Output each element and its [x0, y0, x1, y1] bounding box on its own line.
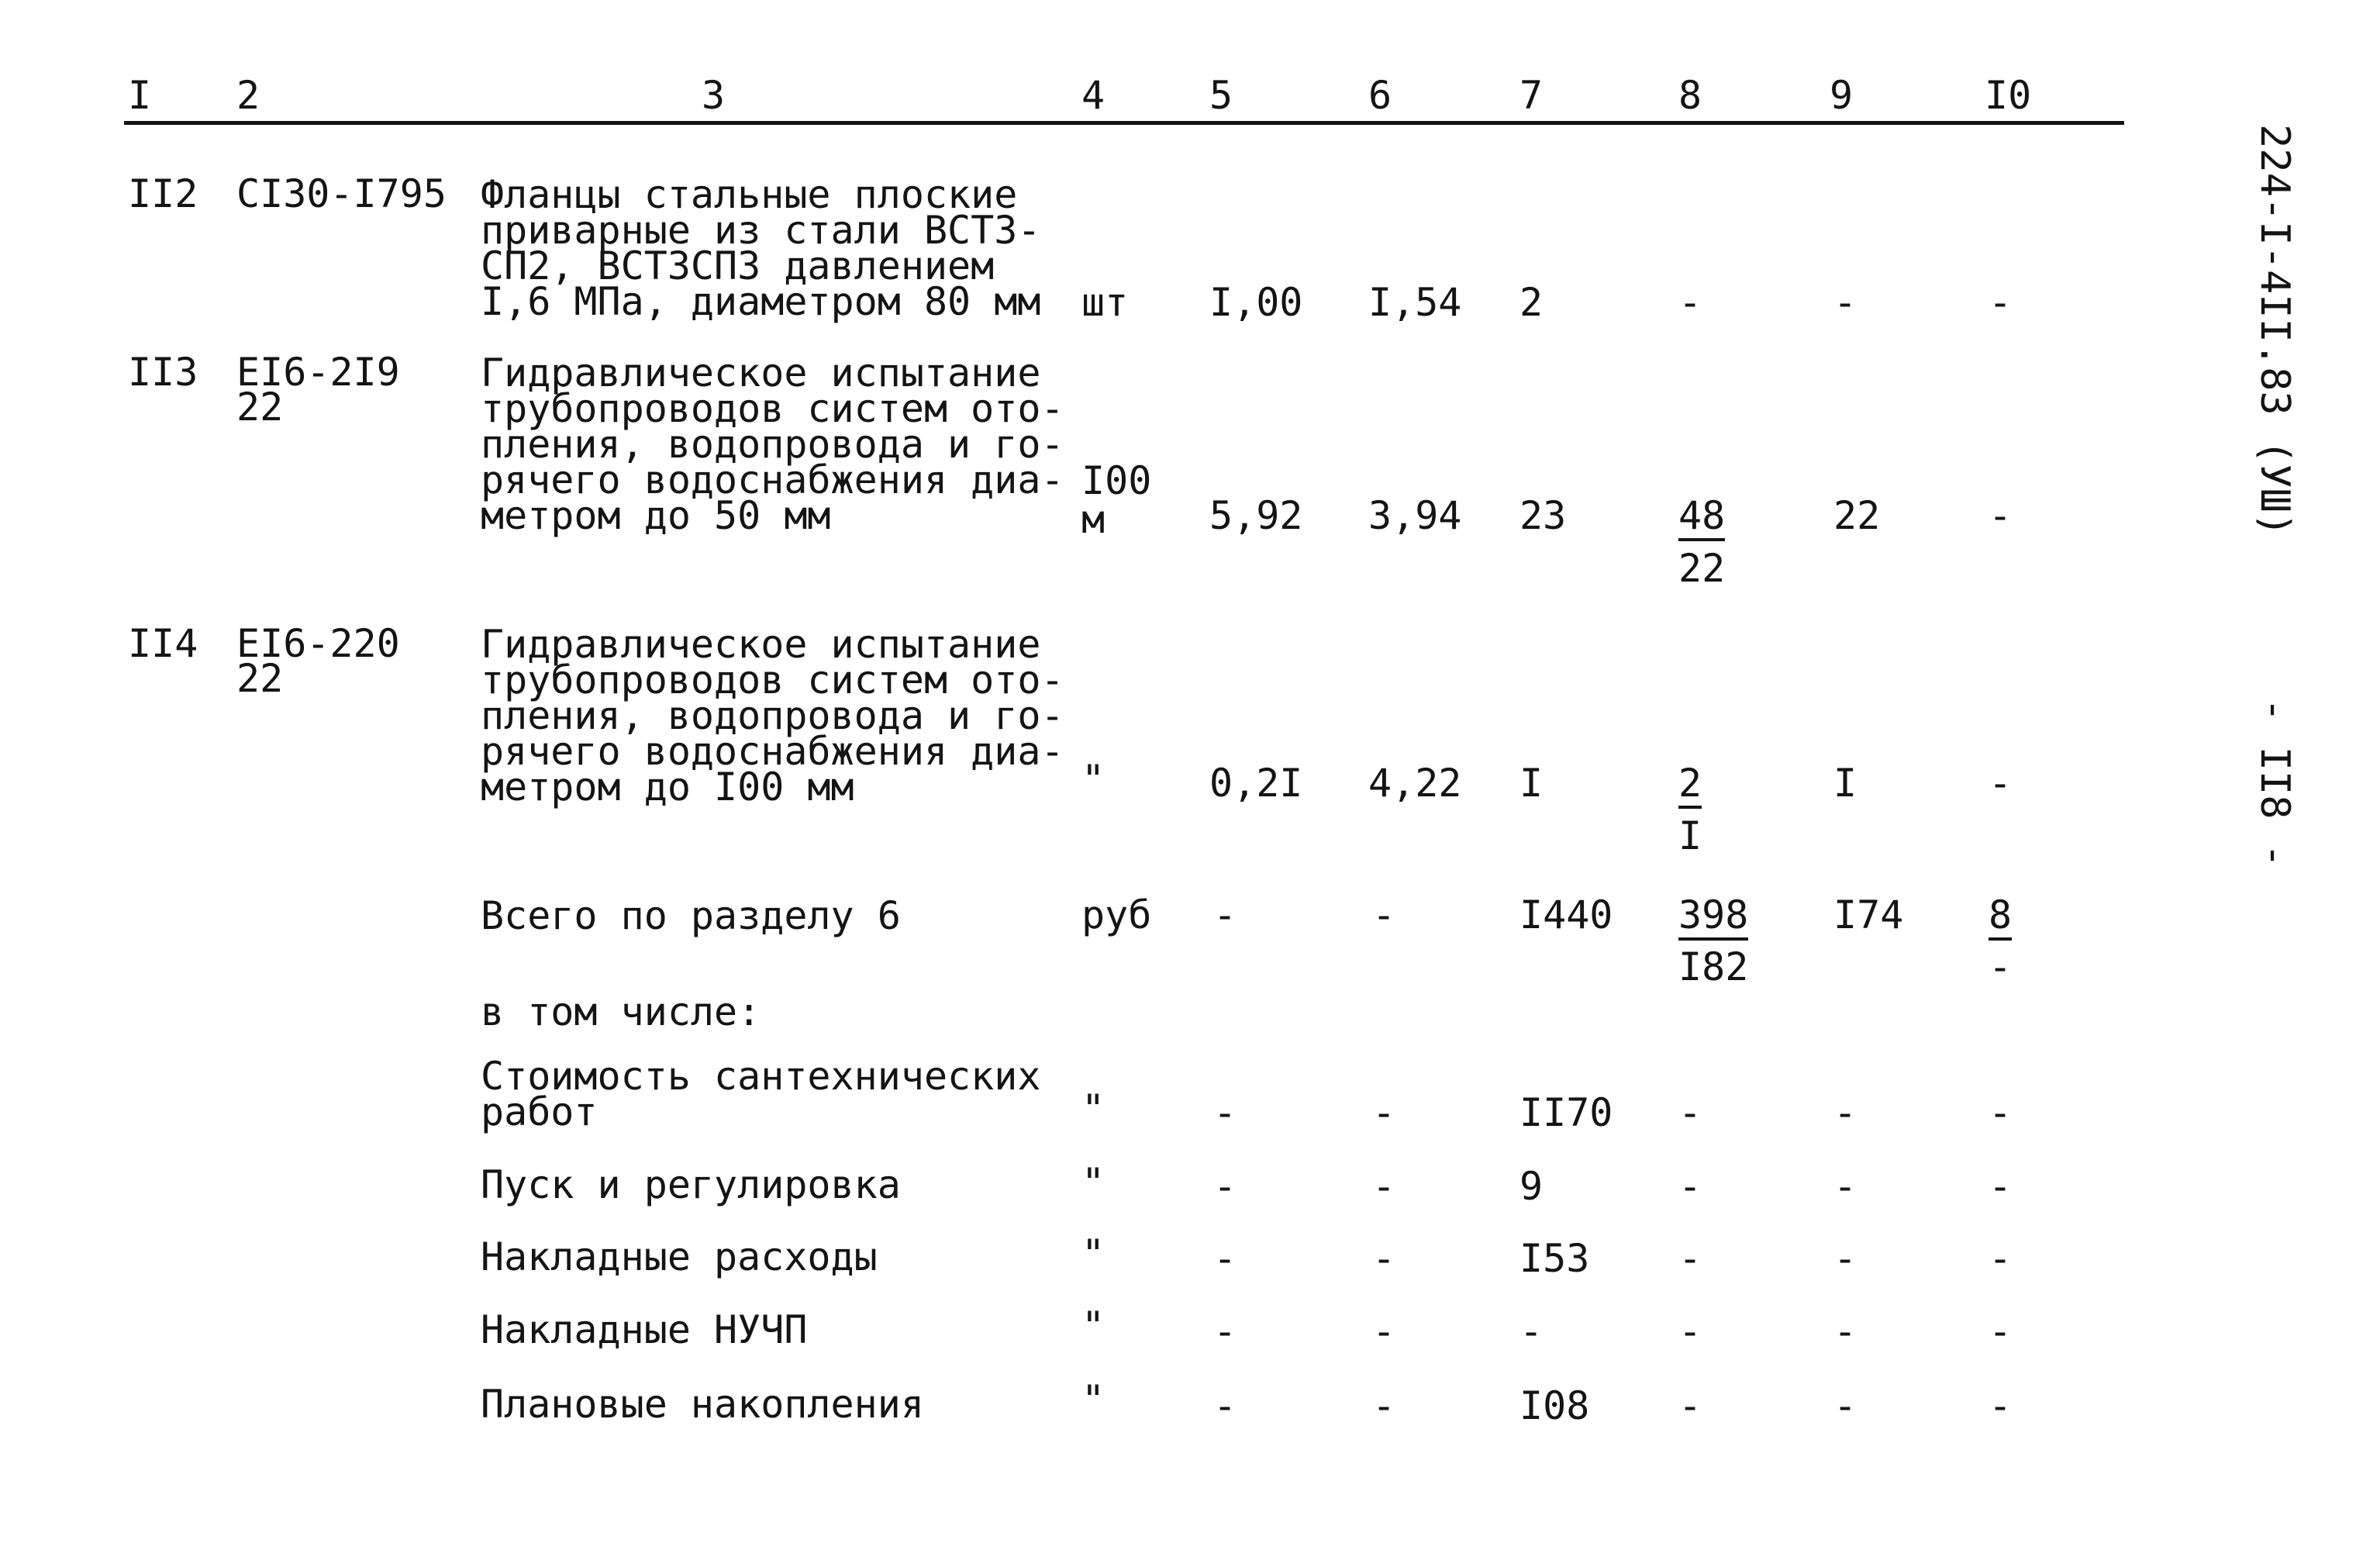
col5-cell: - [1213, 1090, 1237, 1135]
unit-cell: шт [1081, 280, 1129, 325]
col5-cell: - [1213, 1383, 1237, 1428]
col9-cell: - [1833, 1383, 1857, 1428]
col5-cell: - [1213, 1236, 1237, 1281]
col8-denominator: I [1678, 813, 1702, 858]
col8-cell: - [1678, 280, 1702, 325]
total-label: Всего по разделу 6 [481, 893, 901, 938]
col6-cell: I,54 [1368, 280, 1462, 325]
col5-cell: - [1213, 1309, 1237, 1354]
col7-cell: I08 [1519, 1383, 1590, 1428]
col5-cell: 0,2I [1209, 761, 1303, 806]
subrow-description: Стоимость сантехнических работ [481, 1054, 1041, 1134]
col7-cell: 2 [1519, 280, 1544, 325]
col8-numerator: 48 [1678, 496, 1725, 541]
column-header-1: I [128, 73, 152, 118]
including-label: в том числе: [481, 989, 761, 1034]
price-code-divisor: 22 [236, 656, 284, 701]
unit-quantity: I00 [1081, 458, 1152, 503]
col5-cell: - [1213, 1164, 1237, 1209]
col7-cell: I53 [1519, 1236, 1590, 1281]
price-code: CI30-I795 [236, 171, 447, 216]
row-description: Гидравлическое испытание трубопроводов систем ото- пления, водопровода и го- рячего водоснабжения диа- метром до I00 мм [481, 622, 1064, 810]
col10-cell: - [1989, 1164, 2013, 1209]
col8-denominator: I82 [1678, 944, 1749, 989]
row-number: II2 [128, 171, 198, 216]
unit-cell: " [1081, 757, 1105, 802]
column-header-3: 3 [702, 73, 726, 118]
col6-cell: - [1372, 1309, 1396, 1354]
col7-cell: - [1519, 1309, 1544, 1354]
row-description: Гидравлическое испытание трубопроводов систем ото- пления, водопровода и го- рячего водоснабжения диа- метром до 50 мм [481, 350, 1064, 538]
row-number: II3 [128, 350, 198, 395]
col9-cell: I [1833, 761, 1857, 806]
col8-cell: - [1678, 1383, 1702, 1428]
subrow-description: Накладные расходы [481, 1234, 878, 1279]
col7-cell: 23 [1519, 493, 1567, 538]
col10-denominator: - [1989, 944, 2013, 989]
column-header-2: 2 [236, 73, 260, 118]
column-header-5: 5 [1209, 73, 1233, 118]
header-underline [124, 121, 2124, 125]
column-header-10: I0 [1985, 73, 2032, 118]
subrow-description: Пуск и регулировка [481, 1162, 901, 1207]
column-header-8: 8 [1678, 73, 1702, 118]
col8-numerator: 398 [1678, 896, 1748, 941]
col6-cell: - [1372, 1090, 1396, 1135]
price-code: EI6-2I9 [236, 350, 400, 395]
unit-cell: " [1081, 1231, 1105, 1276]
col5-cell: - [1213, 892, 1237, 937]
col7-cell: I440 [1519, 892, 1613, 937]
col8-denominator: 22 [1678, 546, 1726, 591]
col7-cell: 9 [1519, 1164, 1544, 1209]
col10-numerator: 8 [1989, 896, 2012, 941]
col6-cell: 4,22 [1368, 761, 1462, 806]
col10-cell: - [1989, 1236, 2013, 1281]
col10-cell: - [1989, 280, 2013, 325]
col9-cell: - [1833, 1164, 1857, 1209]
price-code: EI6-220 [236, 621, 400, 666]
col6-cell: - [1372, 892, 1396, 937]
page-number: - II8 - [2251, 698, 2298, 868]
unit-cell: м [1081, 497, 1105, 542]
col9-cell: - [1833, 1090, 1857, 1135]
col6-cell: - [1372, 1164, 1396, 1209]
row-description: Фланцы стальные плоские приварные из стали ВСТЗ- СП2, ВСТЗСПЗ давлением I,6 МПа, диаметром 80 мм [481, 172, 1041, 324]
col10-cell: - [1989, 1090, 2013, 1135]
unit-cell: " [1081, 1377, 1105, 1422]
col9-cell: 22 [1833, 493, 1881, 538]
col5-cell: 5,92 [1209, 493, 1303, 538]
subrow-description: Плановые накопления [481, 1382, 924, 1427]
column-header-7: 7 [1519, 73, 1544, 118]
col10-cell: - [1989, 1383, 2013, 1428]
col9-cell: I74 [1833, 892, 1904, 937]
col10-cell: - [1989, 493, 2013, 538]
col8-cell: - [1678, 1090, 1702, 1135]
column-header-4: 4 [1081, 73, 1105, 118]
col7-cell: I [1519, 761, 1544, 806]
unit-cell: " [1081, 1160, 1105, 1205]
col10-cell: - [1989, 1309, 2013, 1354]
col9-cell: - [1833, 1236, 1857, 1281]
col5-cell: I,00 [1209, 280, 1303, 325]
col10-cell: - [1989, 761, 2013, 806]
unit-cell: " [1081, 1303, 1105, 1348]
col6-cell: - [1372, 1236, 1396, 1281]
unit-cell: " [1081, 1086, 1105, 1131]
col9-cell: - [1833, 1309, 1857, 1354]
col8-numerator: 2 [1678, 764, 1702, 809]
column-header-9: 9 [1830, 73, 1854, 118]
col8-cell: - [1678, 1236, 1702, 1281]
col7-cell: II70 [1519, 1090, 1613, 1135]
col8-cell: - [1678, 1309, 1702, 1354]
col6-cell: 3,94 [1368, 493, 1462, 538]
row-number: II4 [128, 621, 198, 666]
col9-cell: - [1833, 280, 1857, 325]
subrow-description: Накладные НУЧП [481, 1307, 808, 1352]
price-code-divisor: 22 [236, 385, 284, 430]
col8-cell: - [1678, 1164, 1702, 1209]
unit-cell: руб [1081, 892, 1152, 937]
col6-cell: - [1372, 1383, 1396, 1428]
column-header-6: 6 [1368, 73, 1392, 118]
document-code: 224-I-4II.83 (УШ) [2251, 124, 2298, 537]
